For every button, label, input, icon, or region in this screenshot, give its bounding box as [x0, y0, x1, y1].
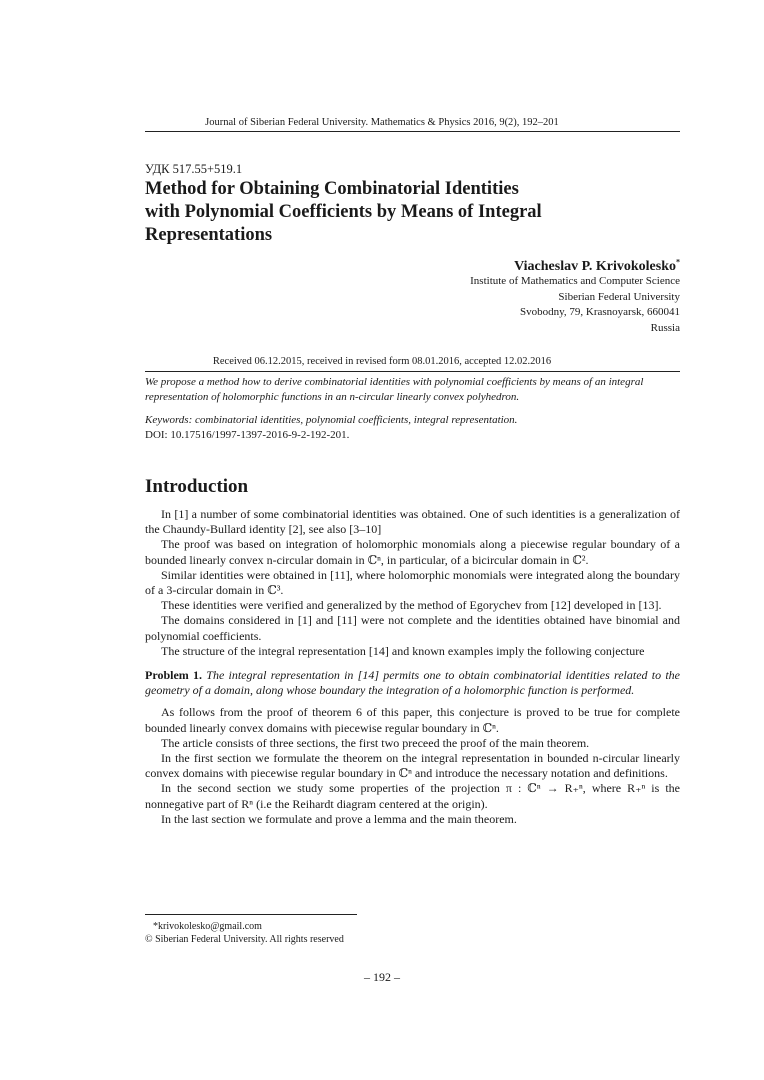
paragraph: The article consists of three sections, the first two preceed the proof of the main theorem. — [161, 735, 590, 750]
problem-statement — [145, 668, 680, 698]
paragraph: As follows from the proof of theorem 6 of this paper, this conjecture is proved to be true for complete bounded linearly convex domains with piecewise regular boundary in ℂⁿ. — [145, 705, 680, 735]
affiliation — [470, 274, 680, 336]
paragraph: In the last section we formulate and prove a lemma and the main theorem. — [161, 811, 517, 826]
author-name: Viacheslav P. Krivokolesko — [514, 259, 676, 274]
title-line: Method for Obtaining Combinatorial Identities — [145, 179, 519, 199]
abstract: We propose a method how to derive combinatorial identities with polynomial coefficients by means of an integral representation of holomorphic functions in an n-circular linearly convex polyhedron. — [145, 376, 644, 403]
footnote-copyright: © Siberian Federal University. All rights reserved — [145, 934, 344, 945]
footnote-email: *krivokolesko@gmail.com — [153, 921, 262, 932]
title-line: Representations — [145, 225, 273, 245]
abstract-rule — [145, 371, 680, 372]
problem-label: Problem 1. — [145, 668, 203, 683]
paragraph: In [1] a number of some combinatorial identities was obtained. One of such identities is a generalization of the Chaundy-Bullard identity [2], see also [3–10] — [145, 507, 680, 537]
paragraph: In the second section we study some properties of the projection π : ℂⁿ → R₊ⁿ, where R₊ⁿ is the nonnegative part of Rⁿ (i.e the Reihardt diagram centered at the origin). — [145, 781, 680, 811]
paragraph: The proof was based on integration of holomorphic monomials along a piecewise regular boundary of a bounded linearly convex n-circular domain in ℂⁿ, in particular, of a bicircular domain in ℂ². — [145, 537, 680, 567]
keywords-label: Keywords: — [145, 414, 193, 426]
received-dates: Received 06.12.2015, received in revised form 08.01.2016, accepted 12.02.2016 — [212, 356, 552, 367]
journal-header: Journal of Siberian Federal University. Mathematics & Physics 2016, 9(2), 192–201 — [205, 117, 559, 128]
page-number: – 192 – — [364, 970, 400, 984]
paragraph: In the first section we formulate the theorem on the integral representation in bounded n-circular linearly convex domains with piecewise regular boundary in ℂⁿ and introduce the necessary notation and definitions. — [145, 751, 680, 781]
affiliation-line: Russia — [650, 321, 680, 334]
title-line: with Polynomial Coefficients by Means of Integral — [145, 202, 542, 222]
problem-text: The integral representation in [14] permits one to obtain combinatorial identities related to the geometry of a domain, along whose boundary the integration of a holomorphic function is performed. — [145, 668, 680, 698]
udk-code: УДК 517.55+519.1 — [145, 162, 243, 176]
keywords-text: combinatorial identities, polynomial coefficients, integral representation. — [195, 414, 518, 426]
keywords-block — [145, 413, 680, 443]
affiliation-line: Siberian Federal University — [558, 290, 680, 303]
paragraph: The structure of the integral representation [14] and known examples imply the following conjecture — [161, 643, 645, 658]
affiliation-line: Svobodny, 79, Krasnoyarsk, 660041 — [520, 306, 680, 318]
paragraph: These identities were verified and generalized by the method of Egorychev from [12] developed in [13]. — [161, 598, 662, 613]
footnotes — [145, 920, 344, 946]
section-title: Introduction — [145, 476, 249, 497]
doi: DOI: 10.17516/1997-1397-2016-9-2-192-201. — [145, 429, 350, 441]
author — [514, 259, 680, 275]
header-rule — [145, 131, 680, 132]
paragraph: The domains considered in [1] and [11] were not complete and the identities obtained have binomial and polynomial coefficients. — [145, 613, 680, 643]
affiliation-line: Institute of Mathematics and Computer Science — [470, 275, 680, 287]
body-text — [145, 507, 680, 827]
paper-title — [145, 178, 680, 247]
author-footnote-mark: * — [676, 257, 680, 267]
paragraph: Similar identities were obtained in [11], where holomorphic monomials were integrated along the boundary of a 3-circular domain in ℂ³. — [145, 567, 680, 598]
footnote-rule — [145, 914, 357, 915]
